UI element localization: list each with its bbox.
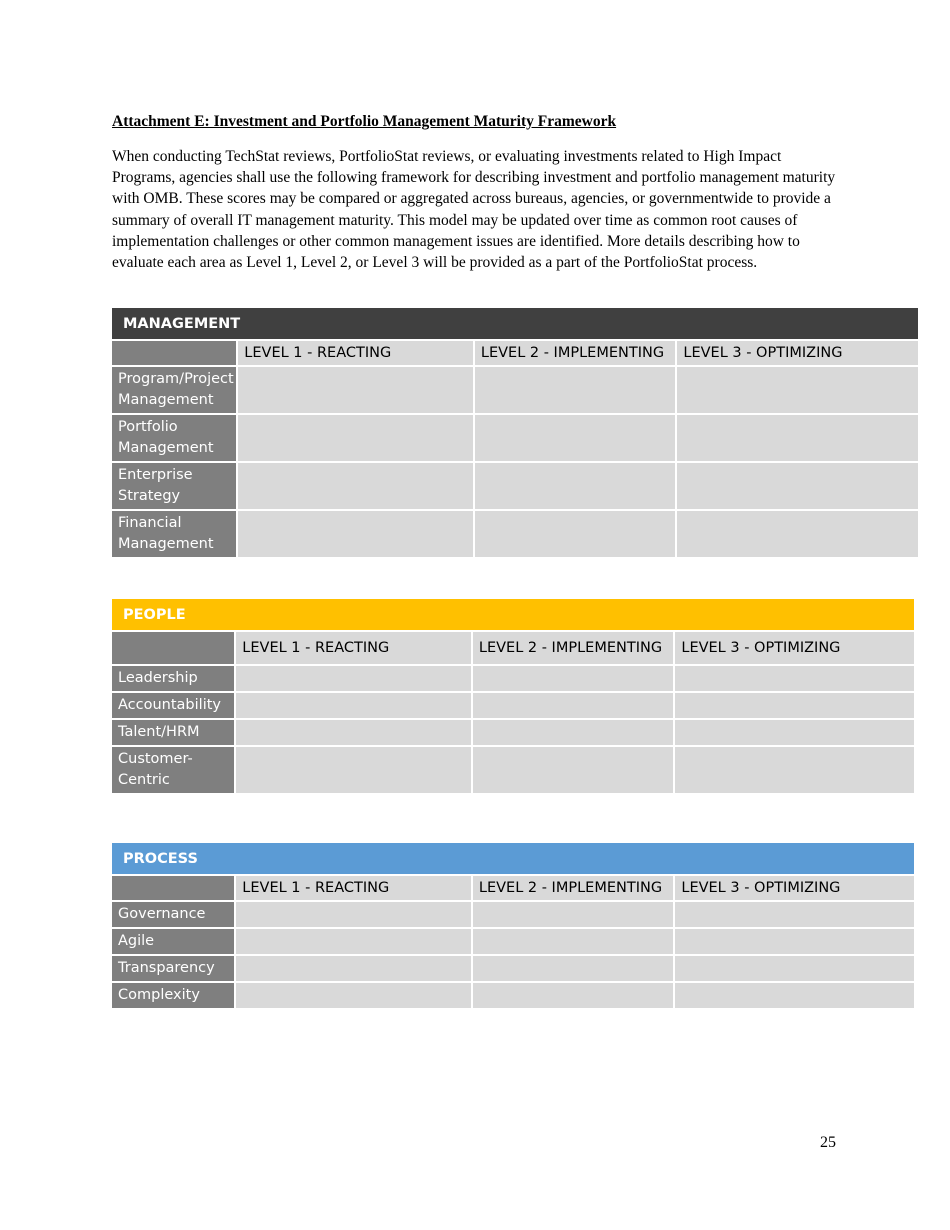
row-label-governance: Governance bbox=[112, 902, 234, 927]
level-1-header: LEVEL 1 - REACTING bbox=[238, 341, 473, 365]
level-2-header: LEVEL 2 - IMPLEMENTING bbox=[473, 876, 673, 900]
level-cell bbox=[238, 415, 473, 461]
page-title: Attachment E: Investment and Portfolio Management Maturity Framework bbox=[112, 113, 617, 130]
row-label-agile: Agile bbox=[112, 929, 234, 954]
management-table bbox=[110, 306, 920, 559]
intro-paragraph: When conducting TechStat reviews, PortfolioStat reviews, or evaluating investments related to High Impact Programs, agencies shall use the following framework for describing investment and portfolio management maturity with OMB. These scores may be compared or aggregated across bureaus, agencies, or governmentwide to provide a summary of overall IT management maturity. This model may be updated over time as common root causes of implementation challenges or other common management issues are identified. More details describing how to evaluate each area as Level 1, Level 2, or Level 3 will be provided as a part of the PortfolioStat process. bbox=[112, 148, 836, 272]
process-table bbox=[110, 841, 916, 1010]
level-cell bbox=[677, 415, 918, 461]
level-cell bbox=[475, 415, 676, 461]
row-label-portfolio-management: Portfolio Management bbox=[112, 415, 236, 461]
corner-cell bbox=[112, 876, 234, 900]
level-cell bbox=[236, 747, 471, 793]
corner-cell bbox=[112, 341, 236, 365]
level-3-header: LEVEL 3 - OPTIMIZING bbox=[675, 632, 914, 664]
level-2-header: LEVEL 2 - IMPLEMENTING bbox=[473, 632, 673, 664]
level-cell bbox=[475, 511, 676, 557]
row-label-complexity: Complexity bbox=[112, 983, 234, 1008]
level-cell bbox=[236, 983, 471, 1008]
level-3-header: LEVEL 3 - OPTIMIZING bbox=[677, 341, 918, 365]
management-header: MANAGEMENT bbox=[112, 308, 918, 339]
row-label-enterprise-strategy: Enterprise Strategy bbox=[112, 463, 236, 509]
level-cell bbox=[675, 956, 914, 981]
level-cell bbox=[238, 511, 473, 557]
level-cell bbox=[238, 463, 473, 509]
row-label-customer-centric: Customer-Centric bbox=[112, 747, 234, 793]
level-cell bbox=[473, 902, 673, 927]
level-cell bbox=[473, 747, 673, 793]
level-cell bbox=[475, 367, 676, 413]
level-cell bbox=[473, 693, 673, 718]
level-cell bbox=[675, 666, 914, 691]
level-cell bbox=[473, 720, 673, 745]
row-label-program-project-management: Program/Project Management bbox=[112, 367, 236, 413]
level-cell bbox=[677, 463, 918, 509]
level-1-header: LEVEL 1 - REACTING bbox=[236, 876, 471, 900]
people-table bbox=[110, 597, 916, 795]
process-header: PROCESS bbox=[112, 843, 914, 874]
level-cell bbox=[675, 902, 914, 927]
level-cell bbox=[238, 367, 473, 413]
level-cell bbox=[473, 929, 673, 954]
level-cell bbox=[473, 956, 673, 981]
level-3-header: LEVEL 3 - OPTIMIZING bbox=[675, 876, 914, 900]
row-label-accountability: Accountability bbox=[112, 693, 234, 718]
page-number: 25 bbox=[820, 1134, 836, 1151]
row-label-talent-hrm: Talent/HRM bbox=[112, 720, 234, 745]
level-cell bbox=[475, 463, 676, 509]
level-cell bbox=[675, 720, 914, 745]
level-2-header: LEVEL 2 - IMPLEMENTING bbox=[475, 341, 676, 365]
level-cell bbox=[675, 929, 914, 954]
level-cell bbox=[675, 747, 914, 793]
level-cell bbox=[675, 983, 914, 1008]
level-cell bbox=[236, 902, 471, 927]
level-cell bbox=[675, 693, 914, 718]
row-label-leadership: Leadership bbox=[112, 666, 234, 691]
level-cell bbox=[473, 983, 673, 1008]
level-cell bbox=[236, 693, 471, 718]
level-cell bbox=[677, 511, 918, 557]
level-cell bbox=[236, 929, 471, 954]
people-header: PEOPLE bbox=[112, 599, 914, 630]
level-cell bbox=[236, 666, 471, 691]
level-cell bbox=[236, 720, 471, 745]
level-cell bbox=[677, 367, 918, 413]
corner-cell bbox=[112, 632, 234, 664]
row-label-financial-management: Financial Management bbox=[112, 511, 236, 557]
level-cell bbox=[236, 956, 471, 981]
level-1-header: LEVEL 1 - REACTING bbox=[236, 632, 471, 664]
level-cell bbox=[473, 666, 673, 691]
row-label-transparency: Transparency bbox=[112, 956, 234, 981]
